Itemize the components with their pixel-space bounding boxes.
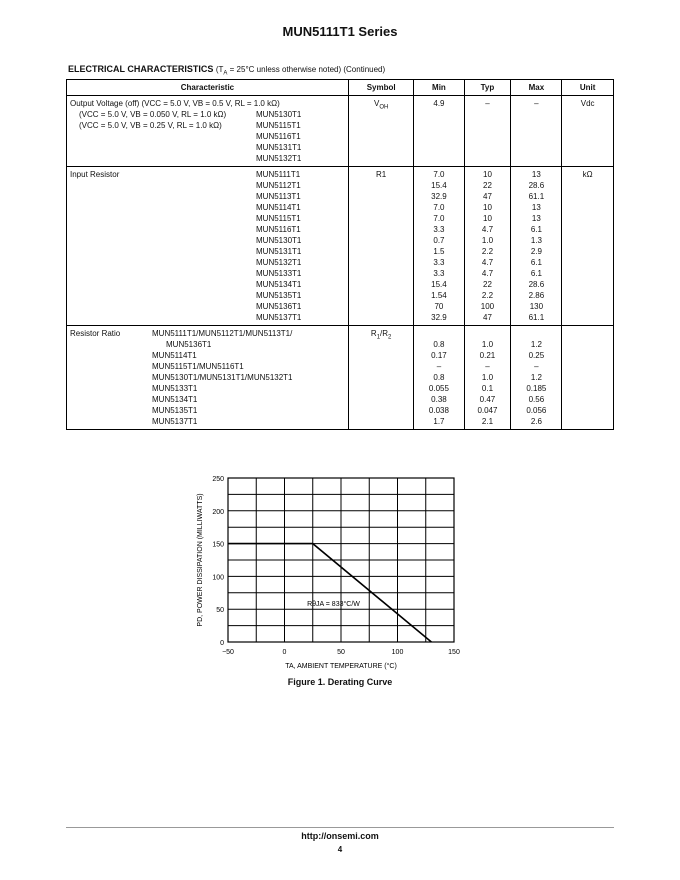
thermal-resistance-annotation: RθJA = 833°C/W	[307, 600, 360, 608]
output-voltage-symbol: $V_{OH}$	[348, 96, 413, 167]
resistor-ratio-device-row	[70, 416, 345, 427]
input-resistor-min-value: 1.54	[431, 291, 447, 300]
row-label	[70, 350, 152, 361]
input-resistor-symbol: R1	[348, 167, 413, 326]
row-label	[70, 361, 152, 372]
device-name: MUN5137T1	[256, 313, 302, 322]
row-label	[70, 268, 256, 279]
device-name: MUN5130T1	[256, 236, 302, 245]
device-name: MUN5115T1	[256, 121, 301, 130]
input-resistor-min-value: 70	[434, 302, 444, 311]
input-resistor-device-row	[70, 180, 345, 191]
input-resistor-device-row	[70, 202, 345, 213]
input-resistor-max-value: 6.1	[530, 225, 542, 234]
input-resistor-typ-value: 47	[483, 192, 492, 201]
input-resistor-max-value: 61.1	[528, 192, 545, 201]
device-name: MUN5136T1	[256, 302, 302, 311]
electrical-characteristics-table	[66, 79, 614, 430]
row-label	[70, 257, 256, 268]
row-label	[70, 180, 256, 191]
input-resistor-typ-col	[464, 167, 511, 326]
resistor-ratio-device-row	[70, 361, 345, 372]
table-header-row	[67, 80, 614, 96]
output-voltage-conditions	[70, 98, 345, 164]
y-tick-label: 250	[212, 476, 224, 483]
input-resistor-max-value: 2.86	[528, 291, 545, 300]
input-resistor-min-value: 15.4	[431, 181, 447, 190]
resistor-ratio-typ-value: 1.0	[481, 340, 494, 349]
resistor-ratio-symbol: $R_1/R_2$	[348, 326, 413, 430]
device-name: MUN5116T1	[256, 225, 301, 234]
device-name: MUN5111T1	[256, 170, 301, 179]
resistor-ratio-max-value: 2.6	[530, 417, 542, 426]
resistor-ratio-min-value: 1.7	[433, 417, 445, 426]
y-tick-label: 200	[212, 508, 224, 516]
device-name: MUN5137T1	[152, 417, 198, 426]
device-name: MUN5115T1/MUN5116T1	[152, 362, 244, 371]
resistor-ratio-min-value: 0.38	[431, 395, 447, 404]
resistor-ratio-device-row	[70, 383, 345, 394]
output-voltage-row	[67, 96, 614, 167]
input-resistor-min-value: 7.0	[433, 170, 445, 179]
footer-divider	[66, 827, 614, 828]
section-title-text: ELECTRICAL CHARACTERISTICS	[68, 64, 214, 74]
resistor-ratio-typ-value: 2.1	[481, 417, 494, 426]
resistor-ratio-typ-value: –	[485, 362, 490, 371]
resistor-ratio-max-value: 0.56	[528, 395, 545, 404]
resistor-ratio-characteristic	[67, 326, 349, 430]
resistor-ratio-typ-value: 1.0	[481, 373, 494, 382]
device-name: MUN5133T1	[152, 384, 198, 393]
condition-label	[70, 142, 256, 153]
resistor-ratio-typ-value: 0.47	[479, 395, 496, 404]
resistor-ratio-device-row	[70, 372, 345, 383]
resistor-ratio-max-value: 0.185	[526, 384, 547, 393]
resistor-ratio-max-value: 1.2	[530, 340, 542, 349]
condition-label	[70, 131, 256, 142]
input-resistor-max-col	[511, 167, 562, 326]
input-resistor-device-row	[70, 224, 345, 235]
x-tick-label: 0	[282, 649, 287, 656]
device-name: MUN5134T1	[152, 395, 198, 404]
input-resistor-max-value: 6.1	[530, 258, 542, 267]
input-resistor-device-row	[70, 235, 345, 246]
x-tick-label: 100	[391, 649, 404, 656]
input-resistor-min-value: 0.7	[433, 236, 445, 245]
y-tick-label: 150	[212, 541, 224, 549]
input-resistor-device-row	[70, 312, 345, 323]
resistor-ratio-max-value: 1.2	[530, 373, 542, 382]
row-label	[70, 301, 256, 312]
input-resistor-devices	[70, 169, 345, 323]
row-label	[70, 246, 256, 257]
device-name: MUN5130T1/MUN5131T1/MUN5132T1	[152, 373, 293, 382]
x-axis-label: TA, AMBIENT TEMPERATURE (°C)	[285, 663, 397, 670]
input-resistor-min-value: 7.0	[433, 203, 445, 212]
input-resistor-min-value: 15.4	[431, 280, 447, 289]
input-resistor-typ-value: 10	[483, 203, 492, 212]
input-resistor-max-value: 6.1	[530, 269, 542, 278]
input-resistor-typ-value: 4.7	[481, 269, 494, 278]
input-resistor-max-value: 130	[529, 302, 544, 311]
input-resistor-min-value: 7.0	[433, 214, 445, 223]
input-resistor-device-row	[70, 169, 345, 180]
resistor-ratio-max-value: 0.056	[526, 406, 547, 415]
resistor-ratio-typ-value: 0.21	[479, 351, 496, 360]
resistor-ratio-typ-col	[464, 326, 511, 430]
input-resistor-max-value: 2.9	[530, 247, 542, 256]
row-label: Resistor Ratio	[70, 329, 121, 338]
output-voltage-condition-row	[70, 98, 345, 109]
resistor-ratio-min-value: 0.8	[433, 373, 445, 382]
resistor-ratio-min-value: 0.038	[428, 406, 449, 415]
x-tick-label: 150	[448, 649, 460, 656]
input-resistor-max-value: 28.6	[528, 280, 545, 289]
section-condition	[215, 65, 386, 77]
input-resistor-device-row	[70, 279, 345, 290]
device-name: MUN5130T1	[256, 110, 302, 119]
y-tick-label: 50	[216, 607, 224, 615]
resistor-ratio-device-row	[70, 339, 345, 350]
input-resistor-typ-value: 100	[480, 302, 495, 311]
input-resistor-min-value: 32.9	[431, 192, 447, 201]
resistor-ratio-typ-value	[468, 328, 508, 339]
device-name: MUN5132T1	[256, 154, 302, 163]
row-label	[70, 394, 152, 405]
row-label	[70, 383, 152, 394]
output-voltage-characteristic	[67, 96, 349, 167]
footer-url-link[interactable]: http://onsemi.com	[301, 831, 379, 841]
input-resistor-characteristic	[67, 167, 349, 326]
device-name: MUN5131T1	[256, 247, 302, 256]
output-voltage-condition-row	[70, 153, 345, 164]
resistor-ratio-max-col	[511, 326, 562, 430]
figure-caption: Figure 1. Derating Curve	[287, 677, 393, 687]
y-tick-label: 100	[212, 574, 224, 582]
y-tick-label: 0	[220, 640, 224, 647]
output-voltage-min: 4.9	[414, 96, 464, 167]
resistor-ratio-max-value: 0.25	[528, 351, 545, 360]
input-resistor-unit: kΩ	[562, 167, 614, 326]
input-resistor-min-value: 3.3	[433, 225, 445, 234]
condition-suffix: = 25°C unless otherwise noted) (Continued)	[227, 65, 386, 74]
resistor-ratio-device-row	[70, 405, 345, 416]
row-label	[70, 372, 152, 383]
device-name: MUN5131T1	[256, 143, 302, 152]
resistor-ratio-devices	[70, 328, 345, 427]
input-resistor-typ-value: 2.2	[481, 247, 494, 256]
input-resistor-typ-value: 47	[483, 313, 492, 322]
device-name: MUN5114T1	[152, 351, 197, 360]
resistor-ratio-min-value: –	[436, 362, 442, 371]
output-voltage-condition-row	[70, 120, 345, 131]
input-resistor-min-col	[414, 167, 464, 326]
device-name: MUN5136T1	[166, 340, 212, 349]
header-min: Min	[414, 80, 464, 96]
output-voltage-typ: –	[464, 96, 511, 167]
row-label	[70, 339, 152, 350]
input-resistor-device-row	[70, 257, 345, 268]
input-resistor-device-row	[70, 301, 345, 312]
input-resistor-typ-value: 22	[483, 280, 492, 289]
input-resistor-typ-value: 2.2	[481, 291, 494, 300]
x-tick-label: 50	[337, 649, 345, 656]
resistor-ratio-min-value: 0.8	[433, 340, 445, 349]
device-name	[256, 98, 345, 109]
resistor-ratio-device-row	[70, 394, 345, 405]
row-label	[70, 405, 152, 416]
device-name: MUN5113T1	[256, 192, 301, 201]
input-resistor-typ-value: 4.7	[481, 225, 494, 234]
resistor-ratio-min-value: 0.17	[431, 351, 447, 360]
output-voltage-condition-row	[70, 142, 345, 153]
row-label	[70, 213, 256, 224]
row-label	[70, 290, 256, 301]
device-name: MUN5114T1	[256, 203, 301, 212]
resistor-ratio-max-value	[514, 328, 558, 339]
input-resistor-device-row	[70, 268, 345, 279]
device-name: MUN5135T1	[152, 406, 198, 415]
input-resistor-min-value: 32.9	[431, 313, 447, 322]
input-resistor-typ-value: 10	[483, 214, 492, 223]
header-symbol: Symbol	[348, 80, 413, 96]
input-resistor-device-row	[70, 246, 345, 257]
device-name: MUN5133T1	[256, 269, 302, 278]
input-resistor-max-value: 13	[531, 203, 541, 212]
resistor-ratio-device-row	[70, 328, 345, 339]
condition-label: Output Voltage (off) (VCC = 5.0 V, VB = 0.5 V, RL = 1.0 kΩ)	[70, 99, 280, 108]
device-name: MUN5115T1	[256, 214, 301, 223]
resistor-ratio-min-col	[414, 326, 464, 430]
device-name: MUN5111T1/MUN5112T1/MUN5113T1/	[152, 329, 293, 338]
input-resistor-max-value: 13	[531, 214, 541, 223]
input-resistor-typ-value: 22	[483, 181, 492, 190]
header-characteristic: Characteristic	[67, 80, 349, 96]
output-voltage-unit: Vdc	[562, 96, 614, 167]
device-name: MUN5116T1	[256, 132, 301, 141]
resistor-ratio-typ-value: 0.047	[477, 406, 498, 415]
output-voltage-condition-row	[70, 131, 345, 142]
input-resistor-max-value: 1.3	[530, 236, 542, 245]
row-label	[70, 224, 256, 235]
device-name: MUN5132T1	[256, 258, 302, 267]
input-resistor-device-row	[70, 213, 345, 224]
device-name: MUN5112T1	[256, 181, 301, 190]
row-label	[70, 191, 256, 202]
output-voltage-condition-row	[70, 109, 345, 120]
y-axis-label: PD, POWER DISSIPATION (MILLIWATTS)	[197, 493, 204, 627]
input-resistor-max-value: 61.1	[528, 313, 545, 322]
input-resistor-min-value: 3.3	[433, 258, 445, 267]
row-label	[70, 235, 256, 246]
input-resistor-min-value: 1.5	[433, 247, 445, 256]
condition-sub: A	[223, 70, 228, 77]
condition-label: (VCC = 5.0 V, VB = 0.25 V, RL = 1.0 kΩ)	[79, 121, 222, 130]
page-title: MUN5111T1 Series	[282, 24, 398, 39]
header-max: Max	[511, 80, 562, 96]
input-resistor-typ-value: 1.0	[481, 236, 494, 245]
section-title	[68, 64, 385, 77]
input-resistor-typ-value: 10	[483, 170, 492, 179]
row-label	[70, 416, 152, 427]
input-resistor-row	[67, 167, 614, 326]
condition-label: (VCC = 5.0 V, VB = 0.050 V, RL = 1.0 kΩ)	[79, 110, 227, 119]
input-resistor-min-value: 3.3	[433, 269, 445, 278]
page-number: 4	[337, 845, 343, 854]
resistor-ratio-row	[67, 326, 614, 430]
input-resistor-device-row	[70, 191, 345, 202]
device-name: MUN5135T1	[256, 291, 302, 300]
resistor-ratio-typ-value: 0.1	[481, 384, 494, 393]
header-unit: Unit	[562, 80, 614, 96]
resistor-ratio-unit	[562, 326, 614, 430]
header-typ: Typ	[464, 80, 511, 96]
condition-label	[70, 153, 256, 164]
input-resistor-device-row	[70, 290, 345, 301]
resistor-ratio-min-value: 0.055	[428, 384, 449, 393]
input-resistor-max-value: 28.6	[528, 181, 545, 190]
row-label: Input Resistor	[70, 170, 120, 179]
row-label	[70, 202, 256, 213]
device-name: MUN5134T1	[256, 280, 302, 289]
row-label	[70, 279, 256, 290]
output-voltage-max: –	[511, 96, 562, 167]
resistor-ratio-device-row	[70, 350, 345, 361]
resistor-ratio-max-value: –	[534, 362, 539, 371]
x-tick-label: −50	[222, 649, 234, 656]
condition-prefix: (T	[215, 65, 224, 74]
derating-curve-chart	[188, 468, 478, 673]
input-resistor-max-value: 13	[531, 170, 541, 179]
resistor-ratio-min-value	[417, 328, 460, 339]
input-resistor-typ-value: 4.7	[481, 258, 494, 267]
row-label	[70, 312, 256, 323]
